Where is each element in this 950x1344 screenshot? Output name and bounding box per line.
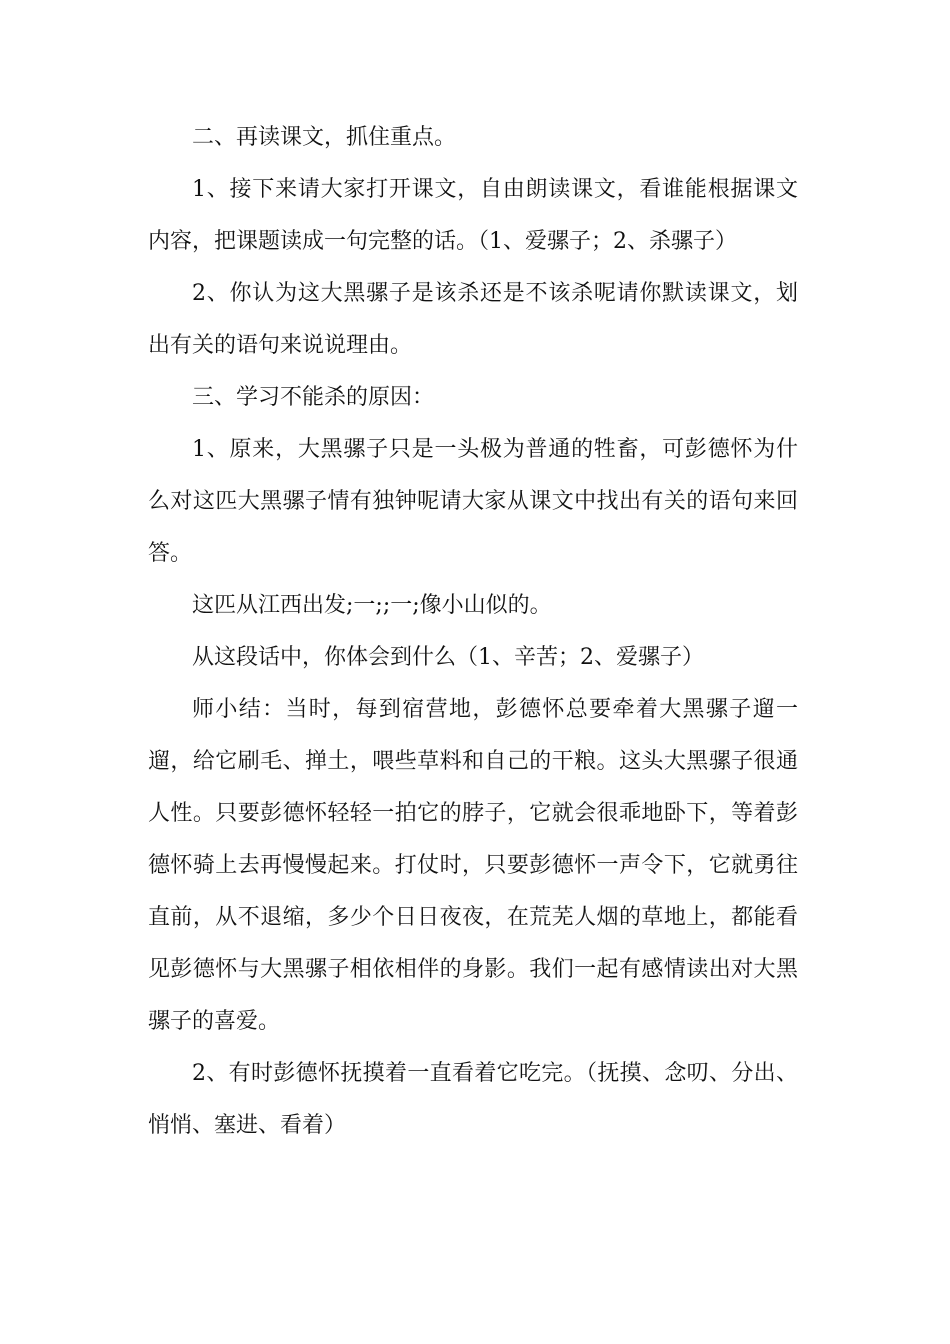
paragraph-teacher-summary: 师小结：当时，每到宿营地，彭德怀总要牵着大黑骡子遛一遛，给它刷毛、掸土，喂些草料和自己的干粮。这头大黑骡子很通人性。只要彭德怀轻轻一拍它的脖子，它就会很乖地卧下，等着彭德怀骑上去再慢慢起来。打仗时，只要彭德怀一声令下，它就勇往直前，从不退缩，多少个日日夜夜，在荒芜人烟的草地上，都能看见彭德怀与大黑骡子相依相伴的身影。我们一起有感情读出对大黑骡子的喜爱。 (148, 697, 798, 1034)
section-heading-reread: 二、再读课文，抓住重点。 (192, 125, 457, 150)
paragraph-question: 从这段话中，你体会到什么（1、辛苦；2、爱骡子） (192, 645, 704, 670)
paragraph-quote: 这匹从江西出发;一;;一;像小山似的。 (192, 593, 552, 618)
section-heading-reasons: 三、学习不能杀的原因： (192, 385, 435, 410)
paragraph-reason-1: 1、原来，大黑骡子只是一头极为普通的牲畜，可彭德怀为什么对这匹大黑骡子情有独钟呢请大家从课文中找出有关的语句来回答。 (148, 437, 798, 566)
document-body (148, 112, 798, 1152)
paragraph-step-1: 1、接下来请大家打开课文，自由朗读课文，看谁能根据课文内容，把课题读成一句完整的话。（1、爱骡子；2、杀骡子） (148, 177, 798, 254)
paragraph-step-2: 2、你认为这大黑骡子是该杀还是不该杀呢请你默读课文，划出有关的语句来说说理由。 (148, 281, 798, 358)
paragraph-step-2b: 2、有时彭德怀抚摸着一直看着它吃完。（抚摸、念叨、分出、悄悄、塞进、看着） (148, 1061, 798, 1138)
